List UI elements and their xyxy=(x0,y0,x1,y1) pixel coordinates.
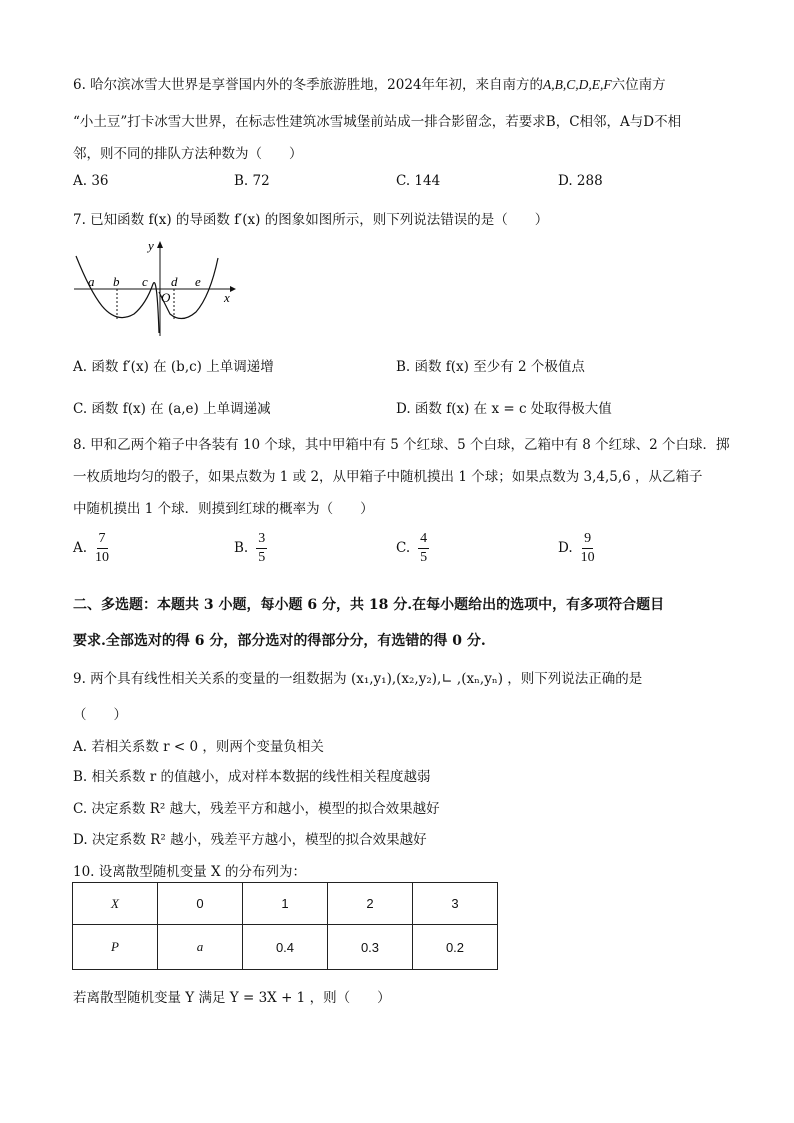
table-cell: 1 xyxy=(243,883,328,925)
q8-fraction-d: $\frac{9}{10}$ xyxy=(580,531,595,565)
q9-option-d: D. 决定系数 R² 越小，残差平方越小，模型的拟合效果越好 xyxy=(73,832,427,848)
q9-option-b: B. 相关系数 r 的值越小，成对样本数据的线性相关程度越弱 xyxy=(73,769,431,785)
table-cell: 3 xyxy=(413,883,498,925)
q6-line1: 6. 哈尔滨冰雪大世界是享誉国内外的冬季旅游胜地，2024年年初，来自南方的A,B,C,D,E,F六位南方 xyxy=(73,77,666,93)
table-cell: a xyxy=(158,925,243,970)
label-o: O xyxy=(161,290,171,305)
label-c: c xyxy=(142,274,148,289)
q8-line2: 一枚质地均匀的骰子，如果点数为 1 或 2，从甲箱子中随机摸出 1 个球；如果点数为 3,4,5,6 ，从乙箱子 xyxy=(73,469,703,485)
q7-derivative-graph xyxy=(70,236,240,340)
table-cell: 0.3 xyxy=(328,925,413,970)
q8-line1: 8. 甲和乙两个箱子中各装有 10 个球，其中甲箱中有 5 个红球、5 个白球，乙箱中有 8 个红球、2 个白球．掷 xyxy=(73,437,730,453)
q7-option-d: D. 函数 f(x) 在 x = c 处取得极大值 xyxy=(396,401,612,417)
q6-option-a: A. 36 xyxy=(73,173,109,189)
label-d: d xyxy=(171,274,178,289)
q6-letters: A,B,C,D,E,F xyxy=(543,77,612,92)
table-row xyxy=(73,883,498,925)
table-cell: 0 xyxy=(158,883,243,925)
table-cell: 0.4 xyxy=(243,925,328,970)
q10-tail: 若离散型随机变量 Y 满足 Y = 3X + 1 ，则（ ） xyxy=(73,990,391,1006)
q7-stem: 7. 已知函数 f(x) 的导函数 f′(x) 的图象如图所示，则下列说法错误的是（ ） xyxy=(73,212,549,228)
q8-option-c: C. $\frac{4}{5}$ xyxy=(396,531,428,565)
q9-option-c: C. 决定系数 R² 越大，残差平方和越小，模型的拟合效果越好 xyxy=(73,801,440,817)
q7-option-c: C. 函数 f(x) 在 (a,e) 上单调递减 xyxy=(73,401,271,417)
q10-stem: 10. 设离散型随机变量 X 的分布列为： xyxy=(73,864,306,880)
table-cell: 2 xyxy=(328,883,413,925)
label-e: e xyxy=(195,274,201,289)
table-row xyxy=(73,925,498,970)
q9-stem: 9. 两个具有线性相关关系的变量的一组数据为 (x₁,y₁),(x₂,y₂),∟ ,(xₙ,yₙ) ，则下列说法正确的是 xyxy=(73,671,643,687)
label-a: a xyxy=(88,274,95,289)
q10-distribution-table xyxy=(72,882,498,970)
section2-heading-line1: 二、多选题：本题共 3 小题，每小题 6 分，共 18 分.在每小题给出的选项中，有多项符合题目 xyxy=(73,597,665,613)
q6-line3: 邻，则不同的排队方法种数为（ ） xyxy=(73,146,303,162)
table-cell: X xyxy=(73,883,158,925)
q8-option-a: A. $\frac{7}{10}$ xyxy=(73,531,110,565)
q8-option-d: D. $\frac{9}{10}$ xyxy=(558,531,595,565)
y-axis-arrow xyxy=(157,241,163,248)
table-cell: 0.2 xyxy=(413,925,498,970)
q8-option-b: B. $\frac{3}{5}$ xyxy=(234,531,266,565)
derivative-curve-right xyxy=(159,258,218,319)
label-b: b xyxy=(113,274,120,289)
q8-line3: 中随机摸出 1 个球．则摸到红球的概率为（ ） xyxy=(73,501,374,517)
q6-option-b: B. 72 xyxy=(234,173,270,189)
q6-option-c: C. 144 xyxy=(396,173,441,189)
table-cell: P xyxy=(73,925,158,970)
q8-fraction-a: $\frac{7}{10}$ xyxy=(95,531,110,565)
section2-heading-line2: 要求.全部选对的得 6 分，部分选对的得部分分，有选错的得 0 分. xyxy=(73,633,486,649)
q9-option-a: A. 若相关系数 r < 0 ，则两个变量负相关 xyxy=(73,739,324,755)
q6-option-d: D. 288 xyxy=(558,173,603,189)
label-y: y xyxy=(148,238,154,253)
q8-fraction-c: $\frac{4}{5}$ xyxy=(420,531,428,565)
label-x: x xyxy=(224,290,230,305)
q7-option-a: A. 函数 f′(x) 在 (b,c) 上单调递增 xyxy=(73,359,274,375)
q8-fraction-b: $\frac{3}{5}$ xyxy=(258,531,266,565)
q9-paren: （ ） xyxy=(73,707,127,723)
x-axis-arrow xyxy=(230,286,236,292)
q7-option-b: B. 函数 f(x) 至少有 2 个极值点 xyxy=(396,359,585,375)
q6-line2: “小土豆”打卡冰雪大世界，在标志性建筑冰雪城堡前站成一排合影留念，若要求B，C相邻，A与D不相 xyxy=(73,114,682,130)
